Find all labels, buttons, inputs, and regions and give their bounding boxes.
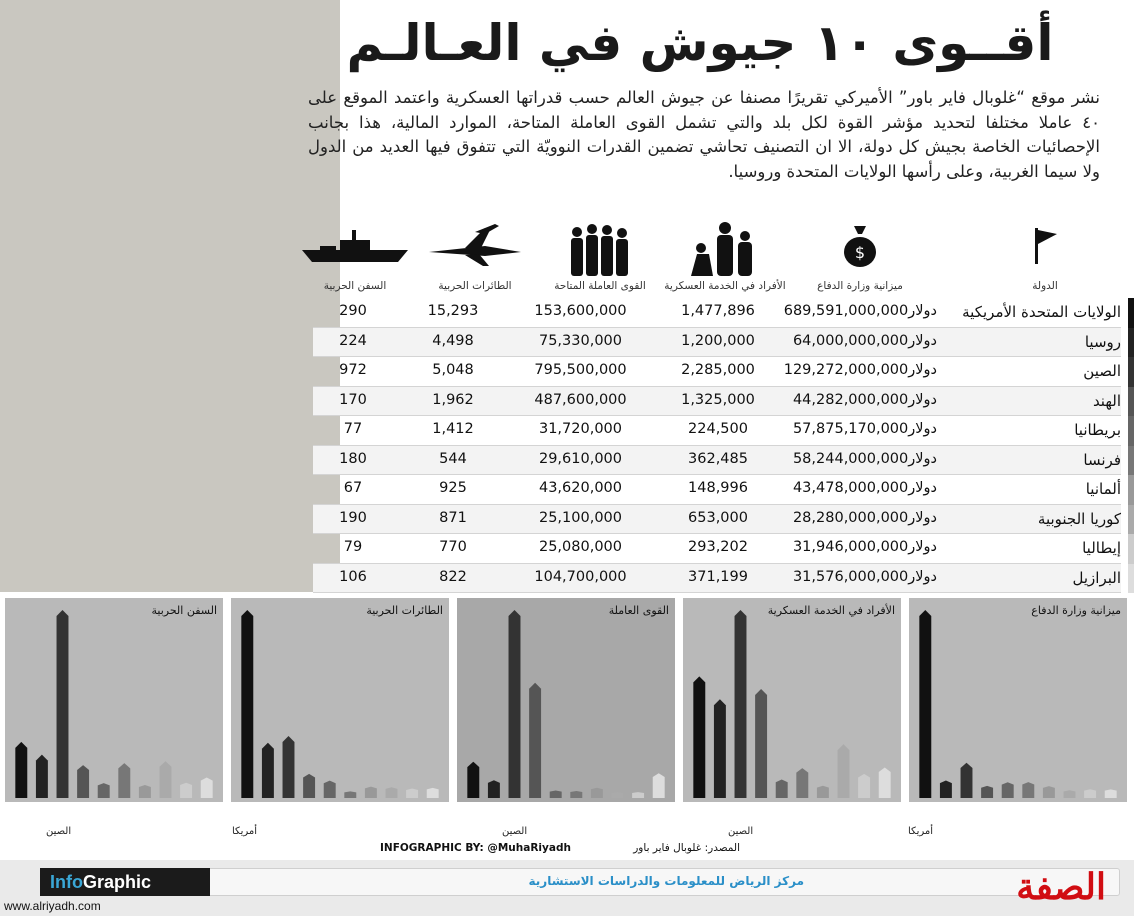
bar bbox=[919, 610, 931, 798]
bar bbox=[283, 736, 295, 798]
manpower-cell: 29,610,000 bbox=[538, 450, 623, 467]
ships-cell: 224 bbox=[339, 332, 367, 349]
table-row bbox=[313, 387, 1121, 417]
people-group-icon bbox=[565, 222, 635, 278]
table-row bbox=[313, 505, 1121, 535]
country-cell: روسيا bbox=[1084, 332, 1121, 351]
bar bbox=[467, 762, 479, 798]
country-cell: بريطانيا bbox=[1074, 421, 1121, 439]
table-row bbox=[313, 534, 1121, 564]
personnel-cell: 148,996 bbox=[688, 480, 748, 496]
table-row bbox=[313, 446, 1121, 476]
aircraft-cell: 1,412 bbox=[432, 421, 474, 437]
bar bbox=[201, 777, 213, 798]
manpower-cell: 104,700,000 bbox=[534, 568, 627, 585]
bar bbox=[591, 788, 603, 798]
manpower-bar-chart bbox=[457, 598, 675, 802]
bar bbox=[488, 780, 500, 798]
org-name: مركز الرياض للمعلومات والدراسات الاستشارية bbox=[528, 874, 804, 888]
row-color-marker bbox=[1128, 416, 1134, 446]
row-color-marker bbox=[1128, 387, 1134, 417]
ships-cell: 972 bbox=[339, 362, 367, 378]
logo-info: Info bbox=[50, 872, 83, 892]
bar bbox=[1064, 790, 1076, 798]
budget-value: 64,000,000,000 bbox=[792, 332, 909, 349]
budget-value: 44,282,000,000 bbox=[792, 391, 909, 408]
personnel-cell: 362,485 bbox=[688, 450, 748, 467]
bar bbox=[632, 792, 644, 798]
ships-cell: 106 bbox=[339, 568, 367, 585]
budget-cell bbox=[781, 333, 941, 349]
manpower-cell: 75,330,000 bbox=[538, 332, 623, 349]
table-row bbox=[313, 416, 1121, 446]
personnel-header bbox=[660, 222, 790, 294]
svg-text:$: $ bbox=[854, 243, 866, 262]
ships-cell: 180 bbox=[339, 450, 367, 467]
bar bbox=[755, 689, 767, 798]
chart-panel-manpower bbox=[457, 598, 675, 802]
budget-cell bbox=[781, 362, 941, 378]
manpower-cell: 487,600,000 bbox=[534, 391, 627, 408]
aircraft-cell: 544 bbox=[439, 450, 467, 467]
country-cell: الهند bbox=[1092, 391, 1121, 410]
soldiers-icon bbox=[685, 222, 765, 278]
bar bbox=[139, 785, 151, 798]
budget-cell bbox=[781, 569, 941, 585]
budget-value: 43,478,000,000 bbox=[792, 480, 909, 496]
aircraft-cell: 4,498 bbox=[432, 332, 474, 349]
chart-title: القوى العاملة bbox=[608, 604, 669, 617]
bar bbox=[180, 783, 192, 798]
bar bbox=[961, 763, 973, 798]
bar bbox=[160, 761, 172, 798]
budget-cell bbox=[781, 303, 941, 319]
ships-max-label: الصين bbox=[46, 826, 72, 837]
bar bbox=[1022, 782, 1034, 798]
personnel-header-label: الأفراد في الخدمة العسكرية bbox=[664, 280, 786, 292]
ships-cell: 190 bbox=[339, 509, 367, 526]
country-cell: إيطاليا bbox=[1082, 539, 1121, 557]
flag-icon bbox=[1025, 222, 1065, 268]
charts-area bbox=[0, 592, 1134, 852]
currency-label: دولار bbox=[908, 332, 937, 349]
budget-cell bbox=[781, 510, 941, 526]
bar bbox=[262, 743, 274, 798]
aircraft-cell: 770 bbox=[439, 539, 467, 555]
infographic-logo bbox=[40, 868, 210, 896]
bar bbox=[98, 783, 110, 798]
personnel-cell: 1,477,896 bbox=[681, 303, 755, 319]
currency-label: دولار bbox=[908, 480, 937, 496]
country-cell: كوريا الجنوبية bbox=[1037, 509, 1121, 528]
bar bbox=[817, 786, 829, 798]
personnel-cell: 1,200,000 bbox=[681, 332, 755, 349]
bar bbox=[406, 789, 418, 798]
bar bbox=[365, 787, 377, 798]
money-bag-icon bbox=[840, 222, 880, 268]
ships-bar-chart bbox=[5, 598, 223, 802]
personnel-cell: 653,000 bbox=[688, 509, 748, 526]
manpower-cell: 153,600,000 bbox=[534, 303, 627, 319]
budget-value: 129,272,000,000 bbox=[783, 362, 909, 378]
data-table bbox=[313, 298, 1121, 593]
chart-title: الطائرات الحربية bbox=[366, 604, 443, 617]
country-header bbox=[980, 222, 1110, 294]
currency-label: دولار bbox=[908, 509, 937, 526]
manpower-cell: 25,100,000 bbox=[538, 509, 623, 526]
manpower-max-label: الصين bbox=[502, 826, 528, 837]
currency-label: دولار bbox=[908, 568, 937, 585]
bar bbox=[427, 788, 439, 798]
currency-label: دولار bbox=[908, 539, 937, 555]
column-headers bbox=[290, 222, 1080, 294]
manpower-header-label: القوى العاملة المتاحة bbox=[554, 280, 646, 292]
bar bbox=[879, 767, 891, 798]
bar bbox=[241, 610, 253, 798]
bar bbox=[838, 744, 850, 798]
row-color-marker bbox=[1128, 534, 1134, 564]
budget-value: 58,244,000,000 bbox=[792, 450, 909, 467]
country-cell: ألمانيا bbox=[1085, 480, 1121, 498]
bar bbox=[1043, 786, 1055, 798]
aircraft-cell: 5,048 bbox=[432, 362, 474, 378]
budget-cell bbox=[781, 421, 941, 437]
bar bbox=[714, 699, 726, 798]
country-cell: البرازيل bbox=[1072, 568, 1121, 587]
fighter-jet-icon bbox=[425, 222, 525, 268]
budget-cell bbox=[781, 451, 941, 467]
budget-value: 57,875,170,000 bbox=[792, 421, 909, 437]
chart-panel-ships bbox=[5, 598, 223, 802]
page-title: أقــوى ١٠ جيوش في العـالـم bbox=[346, 14, 1054, 72]
personnel-cell: 293,202 bbox=[688, 539, 748, 555]
manpower-cell: 25,080,000 bbox=[538, 539, 623, 555]
aircraft-cell: 15,293 bbox=[427, 303, 479, 319]
bar bbox=[324, 781, 336, 798]
ships-header bbox=[290, 222, 420, 294]
chart-panel-budget bbox=[909, 598, 1127, 802]
newspaper-stamp: الصفة bbox=[1016, 866, 1106, 908]
country-cell: فرنسا bbox=[1083, 450, 1121, 469]
aircraft-bar-chart bbox=[231, 598, 449, 802]
budget-header bbox=[795, 222, 925, 294]
footer bbox=[0, 860, 1134, 916]
country-cell: الصين bbox=[1083, 362, 1121, 380]
aircraft-cell: 822 bbox=[439, 568, 467, 585]
row-color-marker bbox=[1128, 446, 1134, 476]
ships-header-label: السفن الحربية bbox=[323, 280, 387, 292]
bar bbox=[1105, 789, 1117, 798]
budget-max-label: أمريكا bbox=[908, 826, 934, 837]
personnel-cell: 224,500 bbox=[688, 421, 748, 437]
ships-cell: 170 bbox=[339, 391, 367, 408]
ships-cell: 67 bbox=[343, 480, 363, 496]
bar bbox=[570, 791, 582, 798]
aircraft-header bbox=[410, 222, 540, 294]
bar bbox=[653, 773, 665, 798]
intro-text: نشر موقع “غلوبال فاير باور” الأميركي تقريرًا مصنفا عن جيوش العالم حسب قدراتها العسكرية واعتمد الموقع على ٤٠ عاملا مختلفا لتحديد مؤشر القوة لكل بلد والتي تشمل القوى العاملة المتاحة، الموارد المالية، هذا بجانب الإحصائيات الخاصة بجيش كل دولة، الا ان التصنيف تحاشي تضمين القدرات النوويّة التي تتفوق فيها العديد من الدول ولا سيما الغربية، وعلى رأسها الولايات المتحدة وروسيا. bbox=[308, 88, 1100, 181]
row-color-marker bbox=[1128, 328, 1134, 358]
personnel-max-label: الصين bbox=[728, 826, 754, 837]
aircraft-header-label: الطائرات الحربية bbox=[438, 280, 512, 292]
credit-source: المصدر: غلوبال فاير باور bbox=[633, 842, 740, 854]
currency-label: دولار bbox=[908, 362, 937, 378]
table-row bbox=[313, 564, 1121, 594]
bar bbox=[303, 774, 315, 798]
chart-title: الأفراد في الخدمة العسكرية bbox=[767, 604, 895, 617]
currency-label: دولار bbox=[908, 450, 937, 467]
budget-bar-chart bbox=[909, 598, 1127, 802]
budget-cell bbox=[781, 480, 941, 496]
budget-value: 689,591,000,000 bbox=[783, 303, 909, 319]
bar bbox=[386, 787, 398, 798]
bar bbox=[776, 780, 788, 798]
logo-graphic: Graphic bbox=[83, 872, 152, 892]
bar bbox=[693, 676, 705, 798]
aircraft-max-label: أمريكا bbox=[232, 826, 258, 837]
aircraft-cell: 925 bbox=[439, 480, 467, 496]
bar bbox=[1002, 782, 1014, 798]
row-color-marker bbox=[1128, 298, 1134, 328]
bar bbox=[529, 683, 541, 798]
bar bbox=[612, 792, 624, 798]
chart-title: السفن الحربية bbox=[151, 604, 217, 617]
personnel-cell: 2,285,000 bbox=[681, 362, 755, 378]
budget-header-label: ميزانية وزارة الدفاع bbox=[817, 280, 903, 292]
country-cell: الولايات المتحدة الأمريكية bbox=[962, 303, 1121, 321]
bar bbox=[940, 781, 952, 798]
currency-label: دولار bbox=[908, 303, 937, 319]
budget-value: 28,280,000,000 bbox=[792, 509, 909, 526]
manpower-cell: 31,720,000 bbox=[538, 421, 623, 437]
ships-cell: 77 bbox=[343, 421, 363, 437]
chart-panel-personnel bbox=[683, 598, 901, 802]
bar bbox=[550, 791, 562, 798]
table-row bbox=[313, 328, 1121, 358]
bar bbox=[118, 763, 130, 798]
bar bbox=[796, 768, 808, 798]
website-link[interactable]: www.alriyadh.com bbox=[4, 899, 101, 913]
manpower-cell: 43,620,000 bbox=[538, 480, 623, 496]
personnel-cell: 371,199 bbox=[688, 568, 748, 585]
bar bbox=[77, 765, 89, 798]
currency-label: دولار bbox=[908, 421, 937, 437]
bar bbox=[735, 610, 747, 798]
bar bbox=[57, 610, 69, 798]
row-color-marker bbox=[1128, 357, 1134, 387]
manpower-header bbox=[535, 222, 665, 294]
currency-label: دولار bbox=[908, 391, 937, 408]
manpower-cell: 795,500,000 bbox=[534, 362, 627, 378]
bar bbox=[858, 774, 870, 798]
aircraft-cell: 1,962 bbox=[432, 391, 474, 408]
credit-by: INFOGRAPHIC BY: @MuhaRiyadh bbox=[380, 842, 571, 854]
credits bbox=[380, 842, 740, 862]
row-color-marker bbox=[1128, 564, 1134, 594]
bar bbox=[1084, 789, 1096, 798]
row-color-marker bbox=[1128, 475, 1134, 505]
country-header-label: الدولة bbox=[1032, 280, 1058, 292]
bar bbox=[36, 755, 48, 798]
row-color-marker bbox=[1128, 505, 1134, 535]
budget-cell bbox=[781, 392, 941, 408]
budget-value: 31,576,000,000 bbox=[792, 568, 909, 585]
bar bbox=[344, 791, 356, 798]
table-row bbox=[313, 475, 1121, 505]
warship-icon bbox=[300, 222, 410, 268]
ships-cell: 79 bbox=[343, 539, 363, 555]
table-row bbox=[313, 298, 1121, 328]
aircraft-cell: 871 bbox=[439, 509, 467, 526]
budget-cell bbox=[781, 539, 941, 555]
bar bbox=[981, 786, 993, 798]
bar bbox=[15, 742, 27, 798]
bar bbox=[509, 610, 521, 798]
personnel-bar-chart bbox=[683, 598, 901, 802]
table-row bbox=[313, 357, 1121, 387]
chart-panel-aircraft bbox=[231, 598, 449, 802]
chart-title: ميزانية وزارة الدفاع bbox=[1031, 604, 1121, 617]
ships-cell: 290 bbox=[339, 303, 367, 319]
budget-value: 31,946,000,000 bbox=[792, 539, 909, 555]
soldier-image bbox=[0, 0, 340, 592]
personnel-cell: 1,325,000 bbox=[681, 391, 755, 408]
